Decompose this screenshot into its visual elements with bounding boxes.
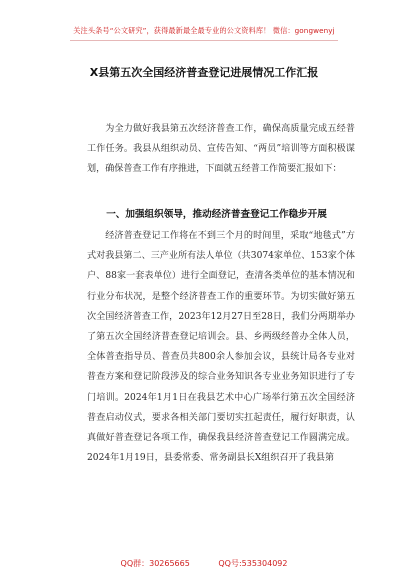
header-ad-text: 关注头条号“公文研究”，获得最新最全最专业的公文资料库！ 微信：gongwenyj (73, 26, 335, 35)
intro-paragraph-text: 为全力做好我县第五次经济普查工作，确保高质量完成五经普工作任务。我县从组织动员、宣传告知、“两员”培训等方面积极谋划，确保普查工作有序推进，下面就五经普工作简要汇报如下： (87, 124, 355, 175)
intro-paragraph (87, 119, 355, 180)
header-divider (70, 40, 338, 41)
body-paragraph (87, 226, 355, 468)
footer-qq-number: QQ号:535304092 (218, 559, 288, 568)
footer-contact (0, 558, 408, 569)
document-title: X县第五次全国经济普查登记进展情况工作汇报 (89, 66, 319, 79)
body-paragraph-text: 经济普查登记工作将在不到三个月的时间里，采取“地毯式”方式对我县第二、三产业所有法人单位（共3074家单位、153家个体户、88家一套表单位）进行全面登记，查清各类单位的基本情况和行业分布状况，是整个经济普查工作的重要环节。为切实做好第五次全国经济普查工作，2023年12月27日至28日，我们分两期举办了第五次全国经济普查登记培训会。县、乡两级经普办全体人员，全体普查指导员、普查员共800余人参加会议，县统计局各专业对普查方案和登记阶段涉及的综合业务知识各专业业务知识进行了专门培训。2024年1月1日在我县艺术中心广场举行第五次全国经济普查启动仪式，要求各相关部门要切实扛起责任，履行好职责，认真做好普查登记各项工作，确保我县经济普查登记工作圆满完成。2024年1月19日，县委常委、常务副县长X组织召开了我县第 (87, 231, 355, 464)
footer-qq-group: QQ群：30265665 (120, 559, 190, 568)
section-heading: 一、加强组织领导，推动经济普查登记工作稳步开展 (106, 209, 327, 220)
